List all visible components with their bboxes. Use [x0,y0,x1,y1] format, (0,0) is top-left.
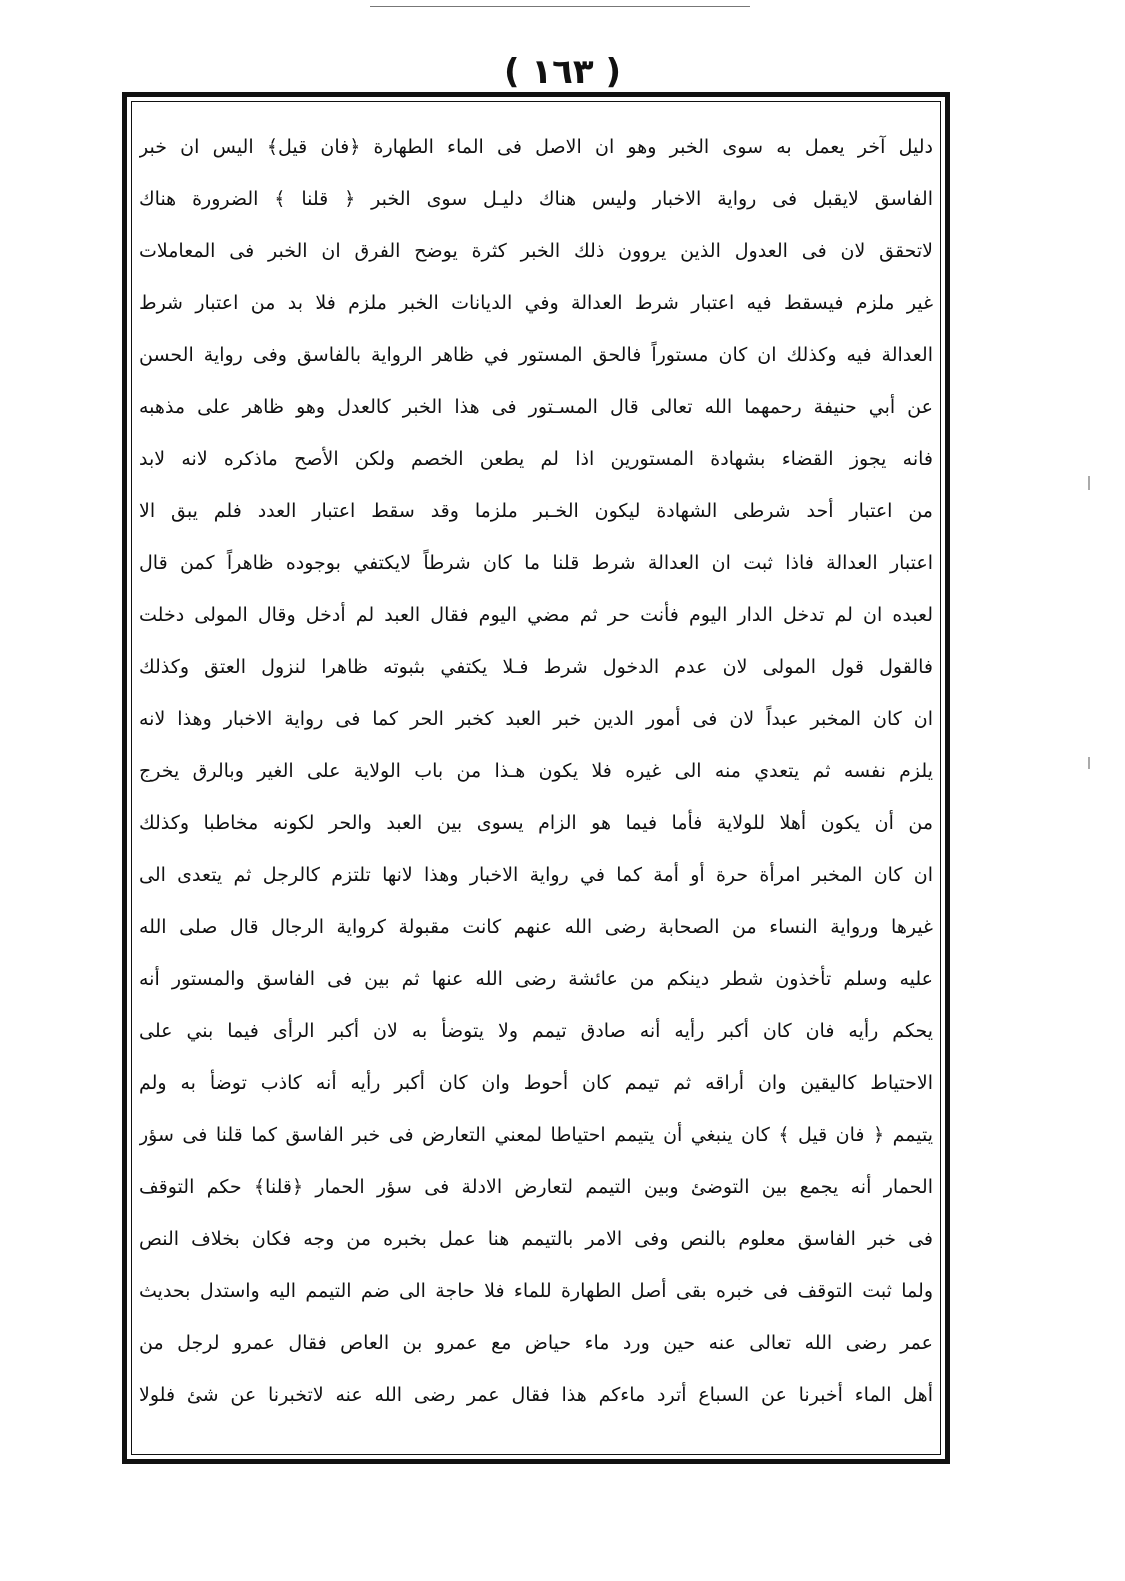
top-rule [370,6,750,7]
text-line: من اعتبار أحد شرطى الشهادة ليكون الخـبر ملزما وقد سقط اعتبار العدد فلم يبق الا [139,500,933,522]
text-line: لاتحقق لان فى العدول الذين يروون ذلك الخبر كثرة يوضح الفرق ان الخبر فى المعاملات [139,240,933,262]
text-line: فالقول قول المولى لان عدم الدخول شرط فـلا يكتفي بثبوته ظاهرا لنزول العتق وكذلك [139,656,933,678]
text-line: العدالة فيه وكذلك ان كان مستوراً فالحق المستور في ظاهر الرواية بالفاسق وفى رواية الحسن [139,344,933,366]
text-line: دليل آخر يعمل به سوى الخبر وهو ان الاصل فى الماء الطهارة ﴿فان قيل﴾ اليس ان خبر [139,136,933,158]
text-line: يحكم رأيه فان كان أكبر رأيه أنه صادق تيمم ولا يتوضأ به لان أكبر الرأى فيما بني على [139,1020,933,1042]
text-line: فانه يجوز القضاء بشهادة المستورين اذا لم يطعن الخصم ولكن الأصح ماذكره لانه لابد [139,448,933,470]
text-line: الفاسق لايقبل فى رواية الاخبار وليس هناك دليـل سوى الخبر ﴿ قلنا ﴾ الضرورة هناك [139,188,933,210]
text-line: من أن يكون أهلا للولاية فأما فيما هو الزام يسوى بين العبد والحر لكونه مخاطبا وكذلك [139,812,933,834]
text-line: ان كان المخبر عبداً لان فى أمور الدين خبر العبد كخبر الحر كما فى رواية الاخبار وهذا لانه [139,708,933,730]
text-line: يلزم نفسه ثم يتعدي منه الى غيره فلا يكون هـذا من باب الولاية على الغير وبالرق يخرج [139,760,933,782]
text-line: اعتبار العدالة فاذا ثبت ان العدالة شرط قلنا ما كان شرطاً لايكتفي بوجوده ظاهراً كمن قال [139,552,933,574]
text-line: عليه وسلم تأخذون شطر دينكم من عائشة رضى الله عنها ثم بين فى الفاسق والمستور أنه [139,968,933,990]
text-line: عمر رضى الله تعالى عنه حين ورد ماء حياض مع عمرو بن العاص فقال عمرو لرجل من [139,1332,933,1354]
text-line: الحمار أنه يجمع بين التوضئ وبين التيمم لتعارض الادلة فى سؤر الحمار ﴿قلنا﴾ حكم التوقف [139,1176,933,1198]
text-line: غير ملزم فيسقط فيه اعتبار شرط العدالة وفي الديانات الخبر ملزم فلا بد من اعتبار شرط [139,292,933,314]
margin-mark [1088,476,1090,490]
text-frame [122,92,950,1464]
text-line: عن أبي حنيفة رحمهما الله تعالى قال المسـتور فى هذا الخبر كالعدل وهو ظاهر على مذهبه [139,396,933,418]
text-line: يتيمم ﴿ فان قيل ﴾ كان ينبغي أن يتيمم احتياطا لمعني التعارض فى خبر الفاسق كما قلنا فى سؤر [139,1124,933,1146]
margin-mark [1088,757,1090,769]
text-line: الاحتياط كاليقين وان أراقه ثم تيمم كان أحوط وان كان أكبر رأيه أنه كاذب توضأ به ولم [139,1072,933,1094]
text-line: لعبده ان لم تدخل الدار اليوم فأنت حر ثم مضي اليوم فقال العبد لم أدخل وقال المولى دخلت [139,604,933,626]
text-line: غيرها ورواية النساء من الصحابة رضى الله عنهم كانت مقبولة كرواية الرجال قال صلى الله [139,916,933,938]
text-line: أهل الماء أخبرنا عن السباع أترد ماءكم هذا فقال عمر رضى الله عنه لاتخبرنا عن شئ فلولا [139,1384,933,1406]
page-body [139,121,933,1421]
text-line: ولما ثبت التوقف فى خبره بقى أصل الطهارة للماء فلا حاجة الى ضم التيمم اليه واستدل بحديث [139,1280,933,1302]
text-line: فى خبر الفاسق معلوم بالنص وفى الامر بالتيمم هنا عمل بخبره من وجه فكان بخلاف النص [139,1228,933,1250]
page-number: ( ١٦٣ ) [503,52,622,92]
text-line: ان كان المخبر امرأة حرة أو أمة كما في رواية الاخبار وهذا لانها تلتزم كالرجل ثم يتعدى الى [139,864,933,886]
